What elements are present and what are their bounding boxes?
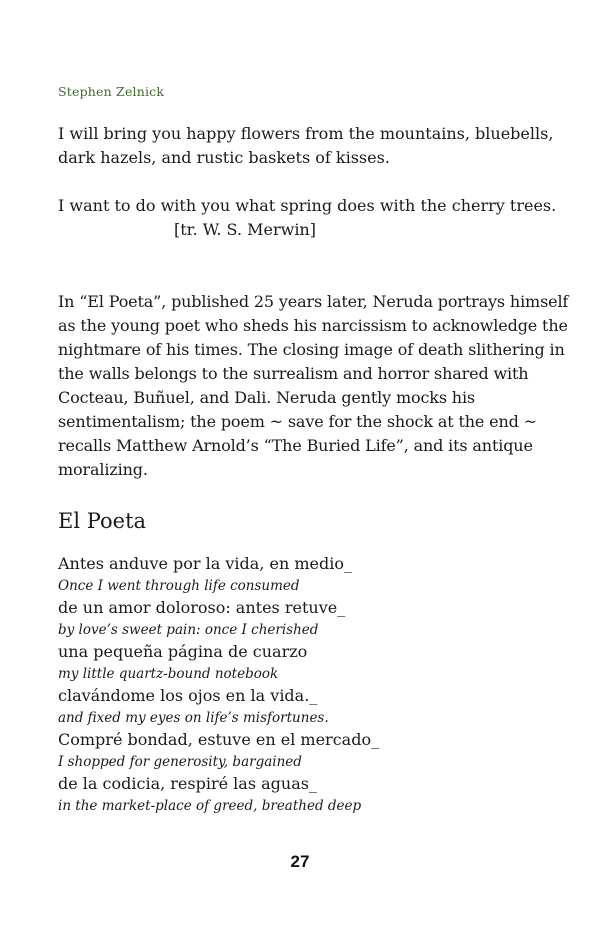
paragraph-line: moralizing. bbox=[58, 460, 148, 479]
commentary-paragraph bbox=[58, 290, 569, 482]
poem-line-english: by love’s sweet pain: once I cherished bbox=[58, 622, 319, 638]
epigraph-line: I want to do with you what spring does with the cherry trees. bbox=[58, 196, 557, 215]
stanza-gap bbox=[58, 170, 558, 194]
poem-line-spanish: clavándome los ojos en la vida._ bbox=[58, 686, 318, 705]
paragraph-line: as the young poet who sheds his narcissism to acknowledge the bbox=[58, 316, 568, 335]
poem-line-spanish: de un amor doloroso: antes retuve_ bbox=[58, 598, 346, 617]
paragraph-line: Cocteau, Buñuel, and Dali. Neruda gently mocks his bbox=[58, 388, 475, 407]
poem-line-english: and fixed my eyes on life’s misfortunes. bbox=[58, 710, 329, 726]
poem-line-english: I shopped for generosity, bargained bbox=[58, 754, 302, 770]
poem-title: El Poeta bbox=[58, 509, 147, 533]
poem-line-english: my little quartz-bound notebook bbox=[58, 666, 279, 682]
paragraph-line: sentimentalism; the poem ~ save for the shock at the end ~ bbox=[58, 412, 537, 431]
bilingual-poem bbox=[58, 553, 558, 817]
paragraph-line: nightmare of his times. The closing image of death slithering in bbox=[58, 340, 565, 359]
epigraph-line: I will bring you happy flowers from the mountains, bluebells, bbox=[58, 124, 554, 143]
poem-line-spanish: Compré bondad, estuve en el mercado_ bbox=[58, 730, 380, 749]
poem-line-english: in the market-place of greed, breathed deep bbox=[58, 798, 362, 814]
epigraph-line: dark hazels, and rustic baskets of kisses. bbox=[58, 148, 390, 167]
page-number: 27 bbox=[290, 852, 310, 871]
epigraph-quote bbox=[58, 122, 558, 242]
poem-line-spanish: una pequeña página de cuarzo bbox=[58, 642, 308, 661]
poem-line-spanish: Antes anduve por la vida, en medio_ bbox=[58, 554, 352, 573]
running-header-author: Stephen Zelnick bbox=[58, 84, 165, 99]
paragraph-line: the walls belongs to the surrealism and horror shared with bbox=[58, 364, 529, 383]
translator-credit: [tr. W. S. Merwin] bbox=[174, 220, 316, 239]
paragraph-line: recalls Matthew Arnold’s “The Buried Life”, and its antique bbox=[58, 436, 533, 455]
poem-line-english: Once I went through life consumed bbox=[58, 578, 300, 594]
poem-line-spanish: de la codicia, respiré las aguas_ bbox=[58, 774, 317, 793]
paragraph-line: In “El Poeta”, published 25 years later, Neruda portrays himself bbox=[58, 292, 569, 311]
